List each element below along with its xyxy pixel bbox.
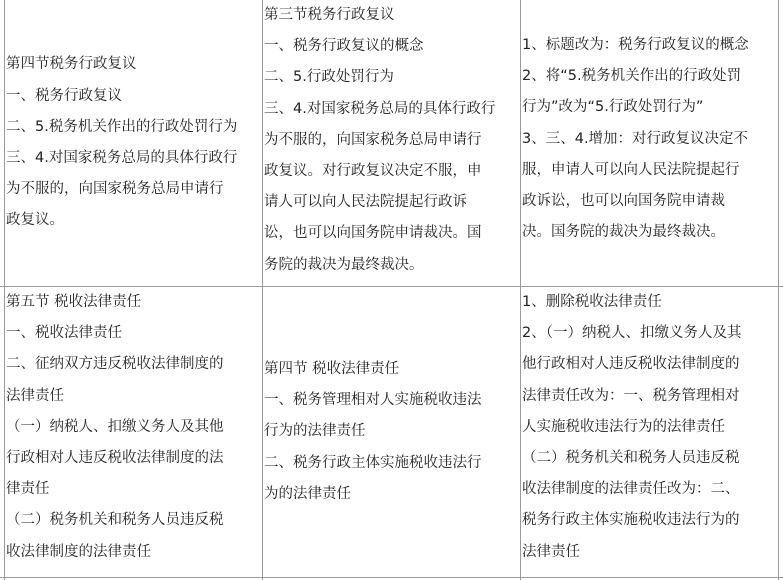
row2-col1-line: 法律责任 xyxy=(6,387,64,404)
row1-col3-line: 政诉讼，也可以向国务院申请裁 xyxy=(522,192,725,209)
row2-col1-line: 律责任 xyxy=(6,481,50,498)
row1-col1-line: 为不服的，向国家税务总局申请行 xyxy=(6,181,224,198)
row2-col2-line: 二、税务行政主体实施税收违法行 xyxy=(264,454,482,471)
row1-col3-line: 1、标题改为：税务行政复议的概念 xyxy=(522,37,749,53)
row1-col3-line: 决。国务院的裁决为最终裁决。 xyxy=(522,224,725,241)
row1-col2-line: 三、4.对国家税务总局的具体行政行 xyxy=(264,100,496,117)
row2-col1-line: 一、税收法律责任 xyxy=(6,325,122,342)
row1-col2-line: 为不服的，向国家税务总局申请行 xyxy=(264,131,482,148)
row1-col2-line: 讼，也可以向国务院申请裁决。国 xyxy=(264,225,482,242)
row2-col3-line: 2、（一）纳税人、扣缴义务人及其 xyxy=(522,325,742,342)
row2-new-content-cell xyxy=(264,287,520,577)
row1-col2-line: 务院的裁决为最终裁决。 xyxy=(264,256,424,273)
row2-col1-line: 二、征纳双方违反税收法律制度的 xyxy=(6,356,224,373)
row1-col2-line: 第三节税务行政复议 xyxy=(264,7,395,23)
row1-col3-line: 行为”改为“5.行政处罚行为” xyxy=(522,99,704,116)
table-border-right xyxy=(778,0,779,580)
row1-col2-line: 请人可以向人民法院提起行政诉 xyxy=(264,194,467,211)
row2-col2-line: 第四节 税收法律责任 xyxy=(264,361,400,378)
row1-col1-line: 第四节税务行政复议 xyxy=(6,56,137,73)
row2-col3-line: 收法律制度的法律责任改为：二、 xyxy=(522,481,740,498)
row1-new-content-cell xyxy=(264,0,520,286)
row2-col3-line: 他行政相对人违反税收法律制度的 xyxy=(522,356,740,373)
row2-col1-line: 行政相对人违反税收法律制度的法 xyxy=(6,449,224,466)
table-border-bottom xyxy=(0,577,783,578)
row1-col2-line: 一、税务行政复议的概念 xyxy=(264,38,424,55)
row1-change-note-cell xyxy=(522,30,778,286)
row1-old-content-cell xyxy=(6,0,262,286)
row1-col3-line: 3、三、4.增加：对行政复议决定不 xyxy=(522,130,749,147)
row1-col1-line: 二、5.税务机关作出的行政处罚行为 xyxy=(6,118,238,135)
row1-col2-line: 政复议。对行政复议决定不服，申 xyxy=(264,162,482,179)
row1-col1-line: 三、4.对国家税务总局的具体行政行 xyxy=(6,150,238,166)
row2-col1-line: （一）纳税人、扣缴义务人及其他 xyxy=(6,418,224,435)
row2-col2-line: 行为的法律责任 xyxy=(264,423,366,440)
row2-col3-line: （二）税务机关和税务人员违反税 xyxy=(522,449,740,466)
row1-col3-line: 服，申请人可以向人民法院提起行 xyxy=(522,161,740,178)
row2-col2-line: 为的法律责任 xyxy=(264,485,351,502)
row2-col1-line: 收法律制度的法律责任 xyxy=(6,543,151,560)
row1-col3-line: 2、将“5.税务机关作出的行政处罚 xyxy=(522,68,742,85)
row2-change-note-cell xyxy=(522,287,778,577)
row2-col3-line: 人实施税收违法行为的法律责任 xyxy=(522,418,725,435)
row2-col1-line: （二）税务机关和税务人员违反税 xyxy=(6,512,224,529)
column-divider-2 xyxy=(520,0,521,580)
table-border-left xyxy=(4,0,5,580)
row1-col1-line: 政复议。 xyxy=(6,212,64,229)
row2-col2-line: 一、税务管理相对人实施税收违法 xyxy=(264,392,482,409)
column-divider-1 xyxy=(262,0,263,580)
row2-col3-line: 法律责任改为：一、税务管理相对 xyxy=(522,387,740,404)
row1-col1-line: 一、税务行政复议 xyxy=(6,87,122,104)
row2-col3-line: 1、删除税收法律责任 xyxy=(522,294,662,310)
row2-col1-line: 第五节 税收法律责任 xyxy=(6,294,142,310)
row2-col3-line: 法律责任 xyxy=(522,543,580,560)
row2-col3-line: 税务行政主体实施税收违法行为的 xyxy=(522,512,740,529)
row2-old-content-cell xyxy=(6,287,262,577)
row1-col2-line: 二、5.行政处罚行为 xyxy=(264,69,394,86)
